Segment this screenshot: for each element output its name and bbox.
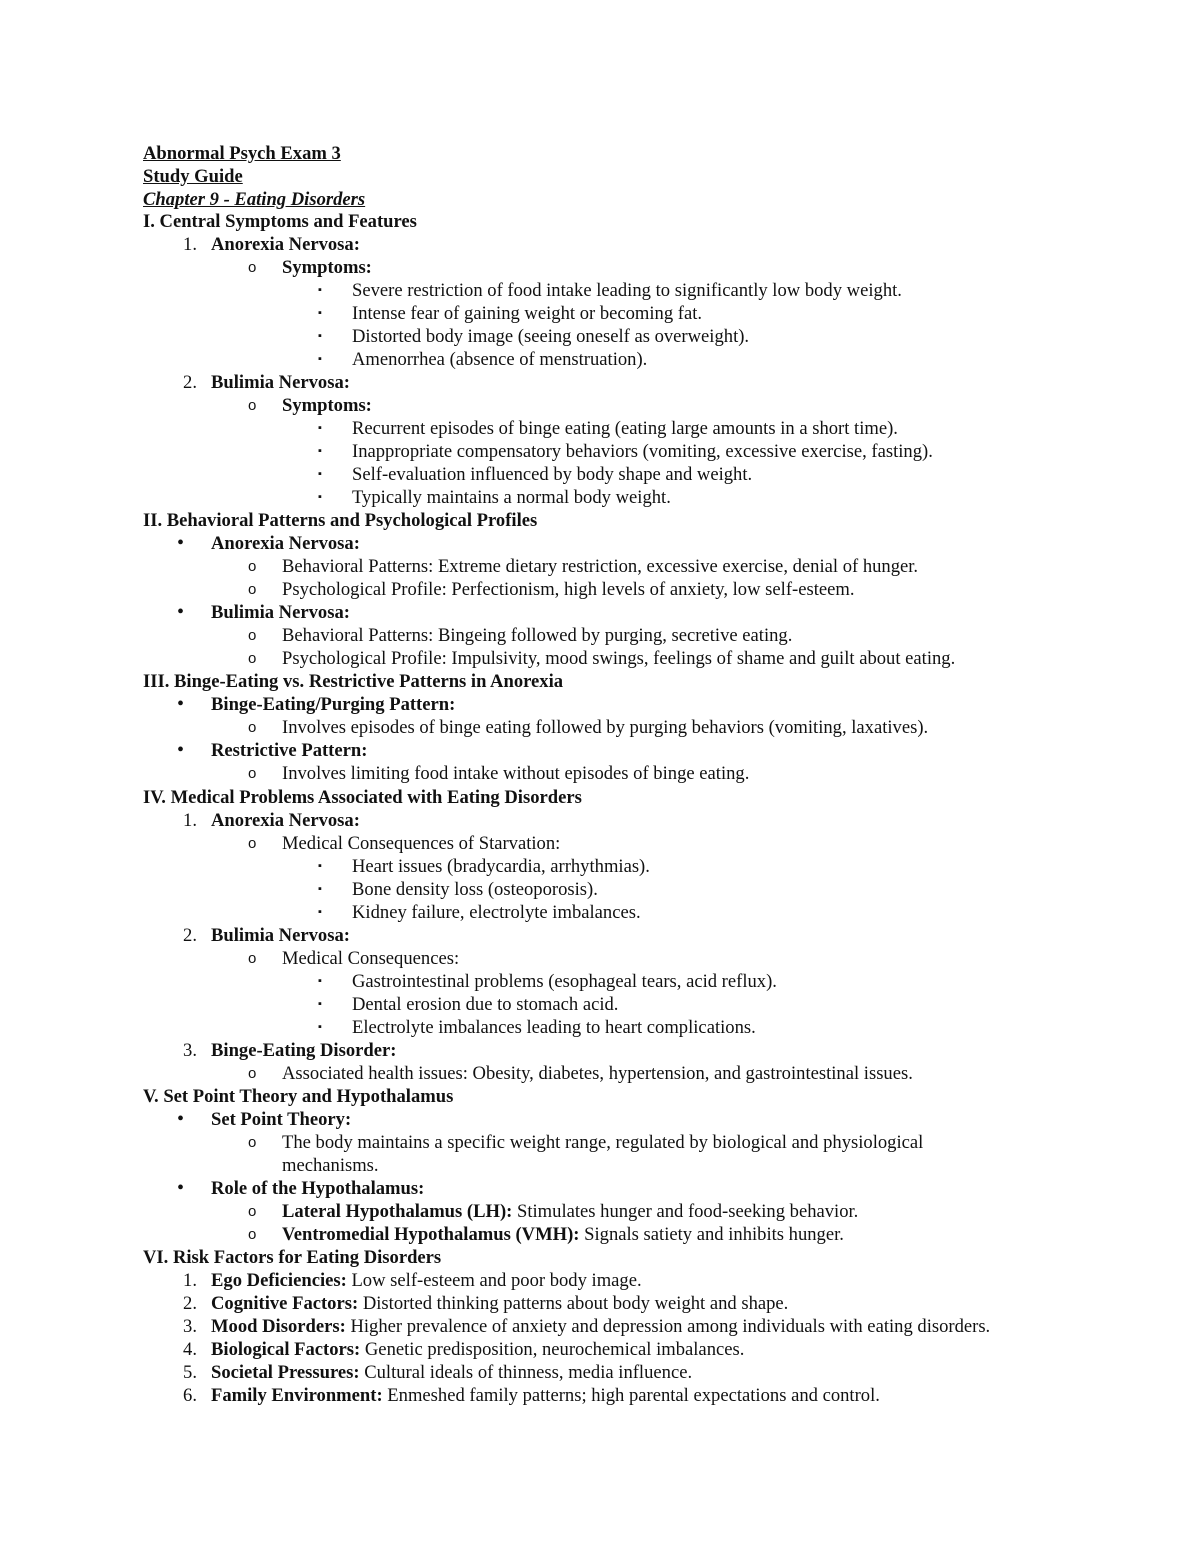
outline-item	[211, 1108, 351, 1131]
outline-item	[211, 1361, 692, 1384]
outline-item	[282, 647, 955, 670]
circle-bullet-icon: o	[248, 259, 257, 276]
square-bullet-icon: ▪	[318, 491, 322, 503]
outline-item	[282, 1062, 913, 1085]
item-label: Role of the Hypothalamus:	[211, 1178, 425, 1199]
dot-bullet-icon: •	[177, 693, 185, 715]
circle-bullet-icon: o	[248, 558, 257, 575]
item-text: Signals satiety and inhibits hunger.	[579, 1224, 844, 1245]
item-text: Distorted thinking patterns about body weight and shape.	[358, 1293, 789, 1314]
square-bullet-icon: ▪	[318, 906, 322, 918]
item-text: mechanisms.	[282, 1155, 379, 1176]
item-text: The body maintains a specific weight range, regulated by biological and physiological	[282, 1132, 924, 1153]
outline-item	[352, 440, 933, 463]
circle-bullet-icon: o	[248, 650, 257, 667]
section-heading: VI. Risk Factors for Eating Disorders	[143, 1247, 442, 1268]
outline-item	[211, 1292, 788, 1315]
number-marker: 3.	[183, 1040, 197, 1061]
dot-bullet-icon: •	[177, 739, 185, 761]
item-text: Psychological Profile: Impulsivity, mood swings, feelings of shame and guilt about eating.	[282, 648, 956, 669]
item-text: Amenorrhea (absence of menstruation).	[352, 349, 648, 370]
item-text: Behavioral Patterns: Bingeing followed by purging, secretive eating.	[282, 625, 793, 646]
dot-bullet-icon: •	[177, 601, 185, 623]
outline-item	[352, 878, 598, 901]
outline-item	[282, 555, 918, 578]
number-marker: 1.	[183, 1270, 197, 1291]
item-text: Cultural ideals of thinness, media influence.	[359, 1362, 693, 1383]
square-bullet-icon: ▪	[318, 860, 322, 872]
circle-bullet-icon: o	[248, 627, 257, 644]
item-label: Symptoms:	[282, 257, 372, 278]
circle-bullet-icon: o	[248, 835, 257, 852]
outline-item	[211, 1384, 880, 1407]
square-bullet-icon: ▪	[318, 975, 322, 987]
number-marker: 4.	[183, 1339, 197, 1360]
item-label: Anorexia Nervosa:	[211, 810, 360, 831]
item-label: Bulimia Nervosa:	[211, 372, 350, 393]
section-heading: II. Behavioral Patterns and Psychological Profiles	[143, 510, 538, 531]
outline-item	[282, 1223, 844, 1246]
circle-bullet-icon: o	[248, 397, 257, 414]
dot-bullet-icon: •	[177, 532, 185, 554]
outline-item	[352, 302, 702, 325]
circle-bullet-icon: o	[248, 1134, 257, 1151]
item-text: Medical Consequences of Starvation:	[282, 833, 561, 854]
outline-item	[211, 532, 360, 555]
outline-item	[211, 1177, 424, 1200]
square-bullet-icon: ▪	[318, 330, 322, 342]
number-marker: 1.	[183, 810, 197, 831]
outline-item	[352, 855, 650, 878]
outline-item	[352, 993, 618, 1016]
item-text: Involves episodes of binge eating followed by purging behaviors (vomiting, laxatives).	[282, 717, 929, 738]
circle-bullet-icon: o	[248, 581, 257, 598]
item-text: Heart issues (bradycardia, arrhythmias).	[352, 856, 650, 877]
section-heading: I. Central Symptoms and Features	[143, 211, 417, 232]
circle-bullet-icon: o	[248, 1065, 257, 1082]
circle-bullet-icon: o	[248, 950, 257, 967]
item-label: Ventromedial Hypothalamus (VMH):	[282, 1224, 580, 1245]
outline-item	[211, 233, 360, 256]
item-text: Distorted body image (seeing oneself as overweight).	[352, 326, 750, 347]
square-bullet-icon: ▪	[318, 307, 322, 319]
item-text: Medical Consequences:	[282, 948, 460, 969]
outline-item	[211, 739, 367, 762]
item-text: Stimulates hunger and food-seeking behavior.	[512, 1201, 859, 1222]
circle-bullet-icon: o	[248, 719, 257, 736]
square-bullet-icon: ▪	[318, 998, 322, 1010]
item-text: Bone density loss (osteoporosis).	[352, 879, 598, 900]
dot-bullet-icon: •	[177, 1177, 185, 1199]
dot-bullet-icon: •	[177, 1108, 185, 1130]
item-text: Self-evaluation influenced by body shape and weight.	[352, 464, 753, 485]
item-text: Inappropriate compensatory behaviors (vomiting, excessive exercise, fasting).	[352, 441, 933, 462]
outline-item	[211, 371, 350, 394]
item-text: Recurrent episodes of binge eating (eating large amounts in a short time).	[352, 418, 898, 439]
item-label: Bulimia Nervosa:	[211, 925, 350, 946]
outline-item	[352, 325, 749, 348]
number-marker: 2.	[183, 372, 197, 393]
outline-item	[282, 832, 560, 855]
item-label: Cognitive Factors:	[211, 1293, 359, 1314]
item-text: Involves limiting food intake without episodes of binge eating.	[282, 763, 750, 784]
outline-item	[211, 1338, 744, 1361]
item-label: Lateral Hypothalamus (LH):	[282, 1201, 513, 1222]
circle-bullet-icon: o	[248, 1226, 257, 1243]
outline-item	[282, 1131, 923, 1154]
outline-item	[352, 348, 647, 371]
outline-item	[352, 417, 898, 440]
doc-subtitle: Study Guide	[143, 166, 243, 187]
outline-item	[282, 947, 459, 970]
square-bullet-icon: ▪	[318, 353, 322, 365]
number-marker: 1.	[183, 234, 197, 255]
section-heading: III. Binge-Eating vs. Restrictive Patterns in Anorexia	[143, 671, 564, 692]
item-label: Family Environment:	[211, 1385, 383, 1406]
outline-item	[282, 578, 854, 601]
outline-item	[211, 1269, 642, 1292]
number-marker: 2.	[183, 1293, 197, 1314]
square-bullet-icon: ▪	[318, 422, 322, 434]
number-marker: 3.	[183, 1316, 197, 1337]
number-marker: 6.	[183, 1385, 197, 1406]
outline-item	[211, 924, 350, 947]
item-text: Higher prevalence of anxiety and depression among individuals with eating disorders.	[345, 1316, 991, 1337]
item-text: Low self-esteem and poor body image.	[346, 1270, 642, 1291]
item-label: Restrictive Pattern:	[211, 740, 368, 761]
outline-item	[282, 762, 749, 785]
item-label: Biological Factors:	[211, 1339, 361, 1360]
item-text: Genetic predisposition, neurochemical imbalances.	[360, 1339, 745, 1360]
outline-item	[211, 601, 350, 624]
circle-bullet-icon: o	[248, 765, 257, 782]
outline-item	[352, 279, 902, 302]
item-label: Mood Disorders:	[211, 1316, 346, 1337]
outline-item	[352, 970, 777, 993]
item-text: Dental erosion due to stomach acid.	[352, 994, 619, 1015]
item-label: Symptoms:	[282, 395, 372, 416]
item-label: Ego Deficiencies:	[211, 1270, 347, 1291]
outline-item	[282, 1200, 858, 1223]
item-text: Intense fear of gaining weight or becoming fat.	[352, 303, 703, 324]
chapter-heading: Chapter 9 - Eating Disorders	[143, 189, 366, 210]
item-text: Psychological Profile: Perfectionism, high levels of anxiety, low self-esteem.	[282, 579, 855, 600]
item-text: Severe restriction of food intake leading to significantly low body weight.	[352, 280, 902, 301]
square-bullet-icon: ▪	[318, 445, 322, 457]
doc-title: Abnormal Psych Exam 3	[143, 143, 341, 164]
item-text: Gastrointestinal problems (esophageal tears, acid reflux).	[352, 971, 777, 992]
item-label: Anorexia Nervosa:	[211, 234, 360, 255]
outline-item	[282, 624, 792, 647]
outline-item	[282, 716, 928, 739]
item-label: Bulimia Nervosa:	[211, 602, 350, 623]
square-bullet-icon: ▪	[318, 284, 322, 296]
item-label: Societal Pressures:	[211, 1362, 360, 1383]
item-label: Binge-Eating/Purging Pattern:	[211, 694, 456, 715]
square-bullet-icon: ▪	[318, 1021, 322, 1033]
outline-item	[282, 1154, 379, 1177]
outline-item	[282, 394, 372, 417]
item-text: Electrolyte imbalances leading to heart complications.	[352, 1017, 756, 1038]
item-label: Anorexia Nervosa:	[211, 533, 360, 554]
square-bullet-icon: ▪	[318, 883, 322, 895]
number-marker: 5.	[183, 1362, 197, 1383]
outline-item	[352, 1016, 756, 1039]
item-text: Enmeshed family patterns; high parental expectations and control.	[382, 1385, 880, 1406]
item-text: Kidney failure, electrolyte imbalances.	[352, 902, 641, 923]
outline-item	[211, 1039, 396, 1062]
section-heading: V. Set Point Theory and Hypothalamus	[143, 1086, 454, 1107]
circle-bullet-icon: o	[248, 1203, 257, 1220]
outline-item	[352, 901, 641, 924]
outline-item	[211, 693, 455, 716]
outline-item	[352, 463, 752, 486]
number-marker: 2.	[183, 925, 197, 946]
item-text: Typically maintains a normal body weight.	[352, 487, 671, 508]
square-bullet-icon: ▪	[318, 468, 322, 480]
item-label: Set Point Theory:	[211, 1109, 352, 1130]
item-label: Binge-Eating Disorder:	[211, 1040, 397, 1061]
outline-item	[211, 809, 360, 832]
outline-item	[352, 486, 671, 509]
outline-item	[282, 256, 372, 279]
outline-item	[211, 1315, 990, 1338]
section-heading: IV. Medical Problems Associated with Eating Disorders	[143, 787, 582, 808]
item-text: Associated health issues: Obesity, diabetes, hypertension, and gastrointestinal issues.	[282, 1063, 913, 1084]
item-text: Behavioral Patterns: Extreme dietary restriction, excessive exercise, denial of hunger.	[282, 556, 919, 577]
